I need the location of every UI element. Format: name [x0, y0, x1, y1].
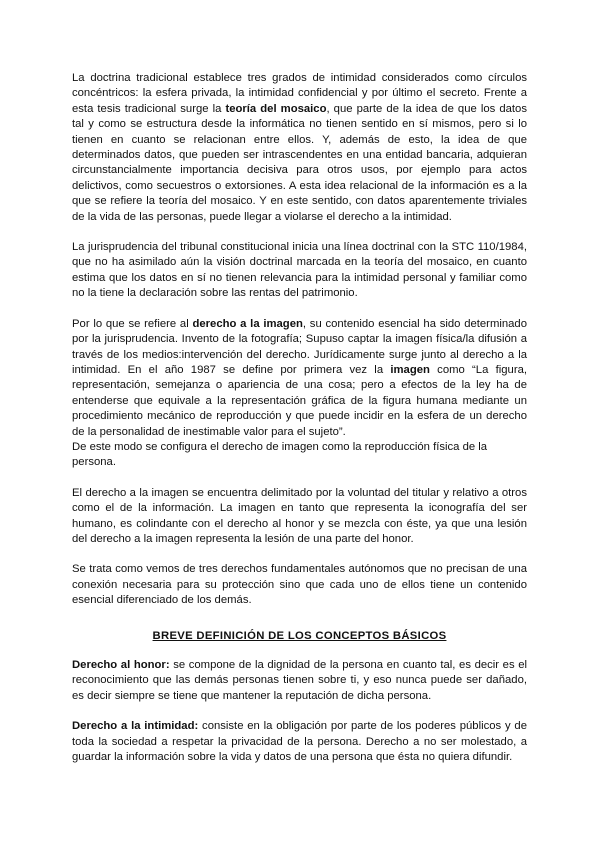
paragraph-jurisprudence: La jurisprudencia del tribunal constitucional inicia una línea doctrinal con la STC 110/1984, que no ha asimilado aún la visión doctrinal marcada en la teoría del mosaico, en cuanto estima que los datos en sí no tienen relevancia para la intimidad personal y familiar como no la tiene la declaración sobre las rentas del patrimonio. [72, 241, 527, 300]
paragraph-image-limits: El derecho a la imagen se encuentra delimitado por la voluntad del titular y relativo a otros como el de la información. La imagen en tanto que representa la iconografía del ser humano, es colindante con el derecho al honor y se mezcla con éste, ya que una lesión del derecho a la imagen representa la lesión de una parte del honor. [72, 486, 527, 545]
definition-intimidad [72, 719, 527, 765]
paragraph-text: , su contenido esencial ha sido determinado por la jurisprudencia. Invento de la fotografía; Supuso captar la imagen física/la difusión a través de los medios:intervención del derecho. Jurídicamente surge junto al derecho a la intimidad. En el año 1987 se define por primera vez la [72, 317, 527, 376]
paragraph-autonomous-rights: Se trata como vemos de tres derechos fundamentales autónomos que no precisan de una conexión necesaria para su protección sino que cada uno de ellos tiene un contenido esencial diferenciado de los demás. [72, 563, 527, 607]
section-heading: BREVE DEFINICIÓN DE LOS CONCEPTOS BÁSICOS [152, 629, 447, 642]
paragraph-image-conclusion: De este modo se configura el derecho de imagen como la reproducción física de la persona. [72, 440, 488, 469]
definition-text: consiste en la obligación por parte de los poderes públicos y de toda la sociedad a respetar la privacidad de la persona. Derecho a no ser molestado, a guardar la información sobre la vida y datos de una persona que ésta no quiera difundir. [72, 720, 527, 764]
definition-text: se compone de la dignidad de la persona en cuanto tal, es decir es el reconocimiento que las demás personas tienen sobre ti, y eso nunca puede ser dañado, es decir siempre se tiene que mantener la reputación de dicha persona. [72, 659, 527, 702]
paragraph-image-right [72, 317, 527, 440]
paragraph-mosaic-theory [72, 71, 527, 225]
definition-honor [72, 658, 527, 704]
bold-term: derecho a la imagen [192, 317, 303, 330]
paragraph-text: , que parte de la idea de que los datos tal y como se estructura desde la informática no tienen sentido en sí mismos, pero si lo tienen en cuanto se relacionan entre ellos. Y, además de esto, la idea de que determinados datos, que pueden ser intrascendentes en una entidad bancaria, adquieran circunstancialmente importancia decisiva para otros usos, por ejemplo para actos delictivos, como secuestros o extorsiones. A esta idea relacional de la información es a la que se refiere la teoría del mosaico. Y en este sentido, con datos aparentemente triviales de la vida de las personas, puede llegar a violarse el derecho a la intimidad. [72, 102, 527, 223]
bold-term: imagen [390, 363, 430, 376]
definition-term: Derecho a la intimidad: [72, 720, 199, 733]
paragraph-text: La doctrina tradicional establece tres grados de intimidad considerados como círculos concéntricos: la esfera privada, la intimidad confidencial y por último el secreto. Frente a esta tesis tradicional surge la [72, 72, 527, 115]
bold-term: teoría del mosaico [225, 102, 327, 115]
document-page [72, 71, 527, 780]
definition-term: Derecho al honor: [72, 659, 170, 671]
paragraph-text: como “La figura, representación, semejanza o apariencia de una cosa; pero a efectos de la ley ha de entenderse que equivale a la representación gráfica de la figura humana mediante un procedimiento mecánico de reproducción y que puede incidir en la esfera de un derecho de la personalidad de inestimable valor para el sujeto”. [72, 363, 528, 438]
paragraph-text: Por lo que se refiere al [72, 317, 193, 330]
